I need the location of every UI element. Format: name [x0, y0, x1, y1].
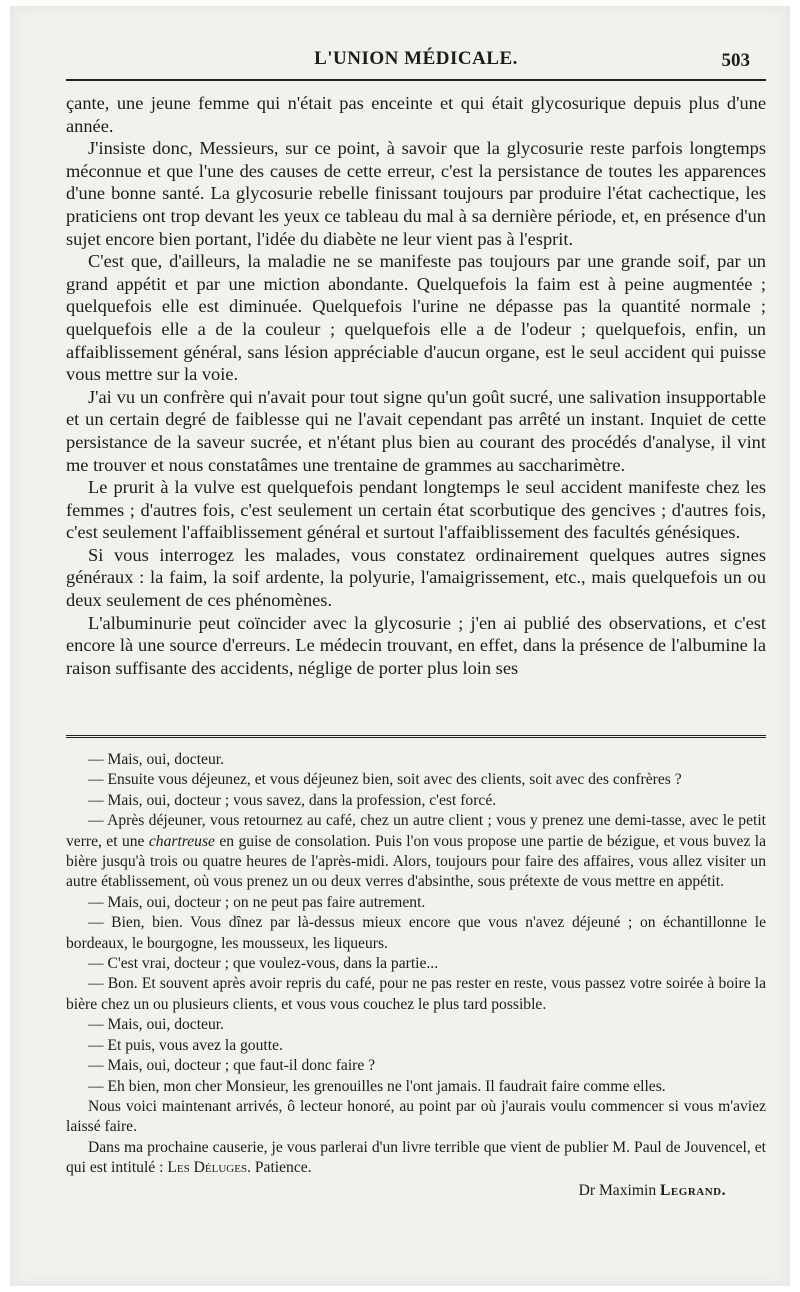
- page-number: 503: [721, 50, 750, 71]
- feuilleton-dialogue: [66, 750, 766, 1201]
- dialogue-line: — Mais, oui, docteur ; on ne peut pas faire autrement.: [88, 893, 426, 911]
- paragraph: çante, une jeune femme qui n'était pas enceinte et qui était glycosurique depuis plus d'une année.: [66, 93, 766, 136]
- dialogue-line: [66, 811, 766, 893]
- dialogue-text: en guise de consolation. Puis l'on vous propose une partie de bézigue, et vous buvez la bière jusqu'à trois ou quatre heures de l'après-midi. Alors, toujours pour faire des affaires, vous allez visiter un autre établissement, où vous prenez un ou deux verres d'absinthe, sous prétexte de vous mettre en appétit.: [66, 832, 766, 891]
- dialogue-line: — Bon. Et souvent après avoir repris du café, pour ne pas rester en reste, vous passez votre soirée à boire la bière chez un ou plusieurs clients, et vous vous couchez le plus tard possible.: [66, 975, 766, 1013]
- dialogue-line: — Bien, bien. Vous dînez par là-dessus mieux encore que vous n'avez déjeuné ; on échantillonne le bordeaux, le bourgogne, les mousseux, les liqueurs.: [66, 914, 766, 952]
- dialogue-line: — Mais, oui, docteur.: [88, 1016, 224, 1034]
- closing-text: Dans ma prochaine causerie, je vous parlerai d'un livre terrible que vient de publier M. Paul de Jouvencel, et qui est intitulé :: [66, 1138, 766, 1177]
- book-title: Les Déluges: [167, 1159, 248, 1177]
- paragraph: Le prurit à la vulve est quelquefois pendant longtemps le seul accident manifeste chez les femmes ; d'autres fois, c'est seulement un certain état scorbutique des gencives ; d'autres fois, c'est seulement l'affaiblissement général et surtout l'affaiblissement des facultés génésiques.: [66, 477, 766, 543]
- dialogue-line: — Ensuite vous déjeunez, et vous déjeunez bien, soit avec des clients, soit avec des confrères ?: [88, 771, 682, 789]
- paragraph: L'albuminurie peut coïncider avec la glycosurie ; j'en ai publié des observations, et c'est encore là une source d'erreurs. Le médecin trouvant, en effet, dans la présence de l'albumine la raison suffisante des accidents, néglige de porter plus loin ses: [66, 612, 766, 678]
- italic-term: chartreuse: [148, 832, 215, 850]
- section-divider: [66, 735, 766, 740]
- header-rule: [66, 79, 766, 81]
- paragraph: J'ai vu un confrère qui n'avait pour tout signe qu'un goût sucré, une salivation insupportable et un certain degré de faiblesse qui ne l'avait cependant pas arrêté un instant. Inquiet de cette persistance de la saveur sucrée, et n'étant plus bien au courant des procédés d'analyse, il vint me trouver et nous constatâmes une trentaine de grammes au saccharimètre.: [66, 386, 766, 475]
- journal-title: L'UNION MÉDICALE.: [314, 48, 518, 69]
- dialogue-line: — C'est vrai, docteur ; que voulez-vous, dans la partie...: [88, 955, 439, 973]
- paragraph: Si vous interrogez les malades, vous constatez ordinairement quelques autres signes généraux : la faim, la soif ardente, la polyurie, l'amaigrissement, etc., mais quelquefois un ou deux seulement de ces phénomènes.: [66, 544, 766, 611]
- running-header: [76, 48, 756, 78]
- signature-surname: Legrand.: [660, 1181, 726, 1199]
- paragraph: C'est que, d'ailleurs, la maladie ne se manifeste pas toujours par une grande soif, par un grand appétit et par une miction abondante. Quelquefois la faim est à peine augmentée ; quelquefois elle est diminuée. Quelquefois l'urine ne dépasse pas la quantité normale ; quelquefois elle a de la couleur ; quelquefois elle a de l'odeur ; quelquefois, enfin, un affaiblissement général, sans lésion appréciable d'aucun organe, est le seul accident qui puisse vous mettre sur la voie.: [66, 251, 766, 385]
- closing-paragraph: [66, 1138, 766, 1179]
- dialogue-line: — Et puis, vous avez la goutte.: [88, 1036, 283, 1054]
- closing-text: . Patience.: [247, 1159, 312, 1177]
- dialogue-text: — Après déjeuner, vous retournez au café, chez un autre client ; vous y prenez une demi-tasse, avec le petit verre, et une: [66, 812, 766, 850]
- closing-paragraph: Nous voici maintenant arrivés, ô lecteur honoré, au point par où j'aurais voulu commencer si vous m'aviez laissé faire.: [66, 1097, 766, 1136]
- signature-name: Dr Maximin: [578, 1181, 657, 1199]
- dialogue-line: — Mais, oui, docteur.: [88, 751, 224, 768]
- dialogue-line: — Mais, oui, docteur ; que faut-il donc faire ?: [88, 1057, 376, 1075]
- dialogue-line: — Mais, oui, docteur ; vous savez, dans la profession, c'est forcé.: [88, 791, 497, 809]
- paragraph: J'insiste donc, Messieurs, sur ce point, à savoir que la glycosurie reste parfois longtemps méconnue et que l'une des causes de cette erreur, c'est la persistance de toutes les apparences d'une bonne santé. La glycosurie rebelle finissant toujours par produire l'état cachectique, les praticiens ont trop devant les yeux ce tableau du mal à sa dernière période, et, en présence d'un sujet encore bien portant, l'idée du diabète ne leur vient pas à l'esprit.: [66, 138, 766, 249]
- main-article-text: [66, 92, 766, 679]
- author-signature: [66, 1181, 766, 1201]
- dialogue-line: — Eh bien, mon cher Monsieur, les grenouilles ne l'ont jamais. Il faudrait faire comme elles.: [88, 1077, 666, 1095]
